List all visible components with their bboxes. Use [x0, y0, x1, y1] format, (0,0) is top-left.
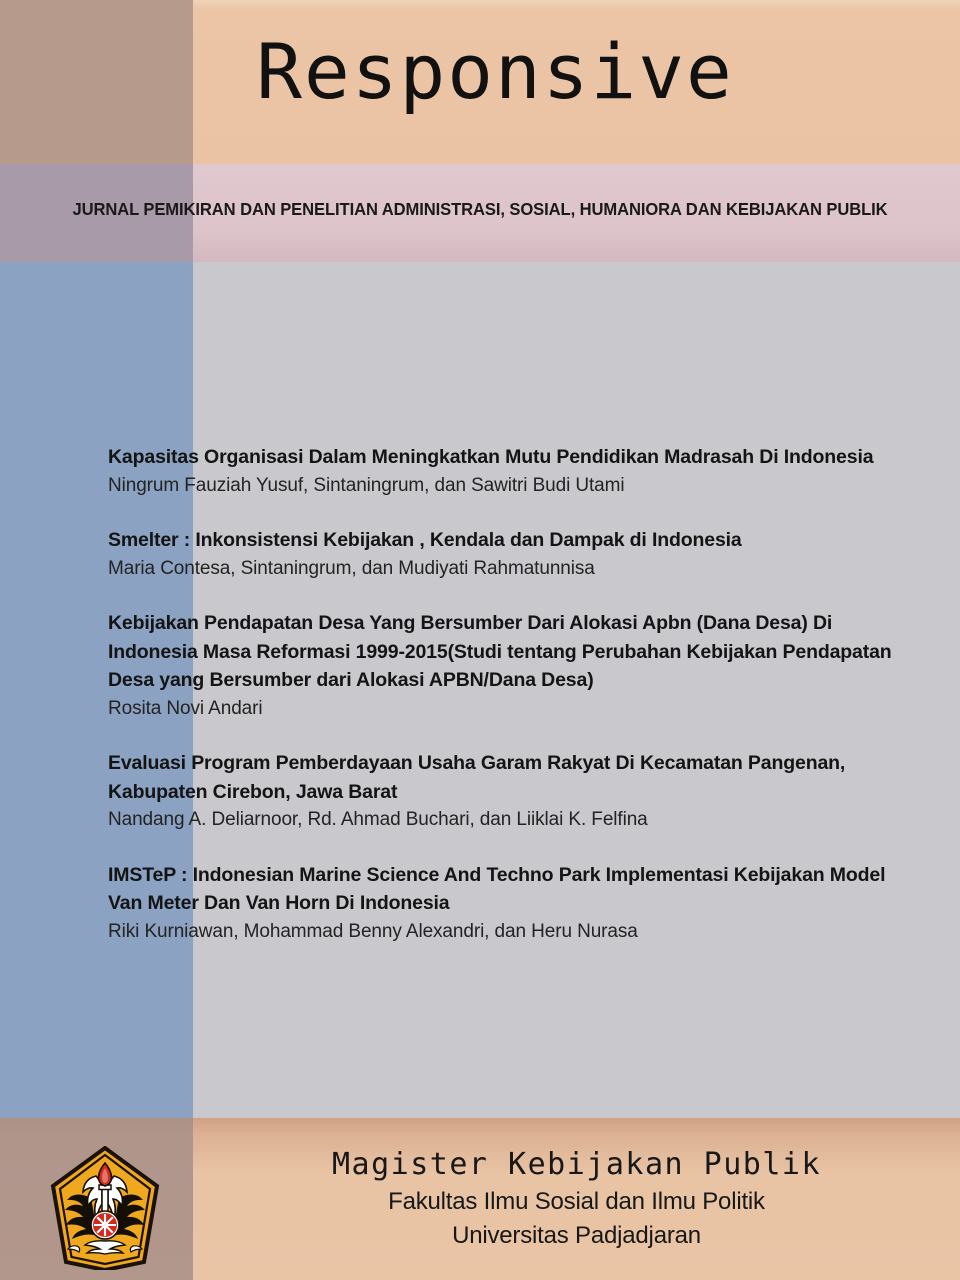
toc-entry	[108, 443, 898, 500]
university-name: Universitas Padjadjaran	[452, 1222, 701, 1249]
article-authors: Riki Kurniawan, Mohammad Benny Alexandri, dan Heru Nurasa	[108, 920, 638, 942]
journal-subtitle: JURNAL PEMIKIRAN DAN PENELITIAN ADMINISTRASI, SOSIAL, HUMANIORA DAN KEBIJAKAN PUBLIK	[72, 199, 888, 219]
footer-text-block	[193, 1145, 960, 1253]
toc-entry	[108, 526, 898, 583]
unpad-logo-icon	[47, 1146, 163, 1270]
faculty-name: Fakultas Ilmu Sosial dan Ilmu Politik	[388, 1188, 765, 1215]
article-title: Smelter : Inkonsistensi Kebijakan , Kendala dan Dampak di Indonesia	[108, 529, 742, 551]
program-name: Magister Kebijakan Publik	[331, 1147, 822, 1182]
article-authors: Nandang A. Deliarnoor, Rd. Ahmad Buchari, dan Liiklai K. Felfina	[108, 809, 648, 830]
article-title: Evaluasi Program Pemberdayaan Usaha Garam Rakyat Di Kecamatan Pangenan, Kabupaten Cirebon, Jawa Barat	[108, 752, 846, 803]
article-title: IMSTeP : Indonesian Marine Science And Techno Park Implementasi Kebijakan Model Van Meter Dan Van Horn Di Indonesia	[108, 863, 886, 914]
article-authors: Ningrum Fauziah Yusuf, Sintaningrum, dan Sawitri Budi Utami	[108, 474, 625, 496]
toc-entry	[108, 861, 898, 947]
article-title: Kapasitas Organisasi Dalam Meningkatkan Mutu Pendidikan Madrasah Di Indonesia	[108, 446, 874, 468]
article-authors: Maria Contesa, Sintaningrum, dan Mudiyati Rahmatunnisa	[108, 557, 595, 579]
article-title: Kebijakan Pendapatan Desa Yang Bersumber Dari Alokasi Apbn (Dana Desa) Di Indonesia Masa Reformasi 1999-2015(Studi tentang Perubahan Kebijakan Pendapatan Desa yang Bersumber dari Alokasi APBN/Dana Desa)	[108, 612, 892, 691]
article-authors: Rosita Novi Andari	[108, 697, 263, 719]
table-of-contents	[108, 443, 898, 946]
journal-title: Responsive	[256, 27, 734, 116]
toc-entry	[108, 749, 898, 835]
toc-entry	[108, 609, 898, 723]
